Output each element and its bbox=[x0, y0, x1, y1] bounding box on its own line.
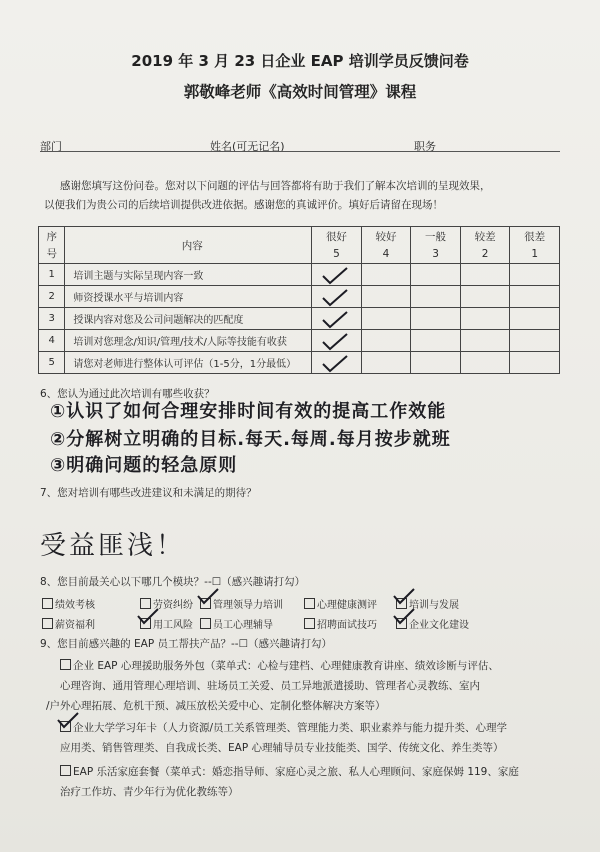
answer-6-line-1[interactable]: ①认识了如何合理安排时间有效的提高工作效能 bbox=[50, 401, 447, 422]
intro-line-2: 以便我们为贵公司的后续培训提供改进依据。感谢您的真诚评价。填好后请留在现场！ bbox=[44, 199, 443, 211]
option-training-development[interactable]: 培训与发展 bbox=[396, 596, 459, 611]
checkbox-icon bbox=[60, 659, 71, 670]
table-row: 3 授课内容对您及公司问题解决的匹配度 bbox=[39, 308, 560, 330]
question-8: 8、您目前最关心以下哪几个模块？--☐（感兴趣请打勾） bbox=[40, 576, 306, 588]
question-6: 6、您认为通过此次培训有哪些收获？ bbox=[40, 388, 215, 400]
product-corporate-university[interactable]: 企业大学学习年卡（人力资源/员工关系管理类、管理能力类、职业素养与能力提升类、心理学 应用类、销售管理类、自我成长类、EAP 心理辅导员专业技能类、国学、传统文化、养生类等） bbox=[60, 722, 508, 754]
answer-7[interactable]: 受益匪浅！ bbox=[40, 531, 186, 561]
table-row: 2 师资授课水平与培训内容 bbox=[39, 286, 560, 308]
checkmark-icon bbox=[196, 588, 220, 606]
checkmark-icon bbox=[320, 288, 350, 308]
header-no: 序 号 bbox=[39, 227, 65, 264]
checkbox-icon bbox=[200, 618, 211, 629]
option-labor-dispute[interactable]: 劳资纠纷 bbox=[140, 596, 193, 611]
option-counseling[interactable]: 员工心理辅导 bbox=[200, 616, 273, 631]
product-eap-outsourcing[interactable]: 企业 EAP 心理援助服务外包（菜单式：心检与建档、心理健康教育讲座、绩效诊断与评估、 心理咨询、通用管理心理培训、驻场员工关爱、员工异地派遣援助、管理者心灵教练、室内 /户外心理拓展、危机干预、减压放松关爱中心、定制化整体解决方案等） bbox=[46, 660, 499, 712]
course-title: 郭敬峰老师《高效时间管理》课程 bbox=[183, 83, 417, 101]
checkmark-icon bbox=[320, 266, 350, 286]
option-salary-welfare[interactable]: 薪资福利 bbox=[42, 616, 95, 631]
checkmark-icon bbox=[136, 608, 160, 626]
table-row: 1 培训主题与实际呈现内容一致 bbox=[39, 264, 560, 286]
rating-cell-checked[interactable] bbox=[312, 264, 362, 286]
header-score-4: 较好 4 bbox=[361, 227, 411, 264]
rating-cell-checked[interactable] bbox=[312, 330, 362, 352]
option-leadership-training[interactable]: 管理领导力培训 bbox=[200, 596, 283, 611]
fields-underline bbox=[40, 151, 560, 152]
table-header-row bbox=[39, 227, 560, 264]
product-family-package[interactable]: EAP 乐活家庭套餐（菜单式：婚恋指导师、家庭心灵之旅、私人心理顾问、家庭保姆 119、家庭 治疗工作坊、青少年行为优化教练等） bbox=[60, 766, 519, 798]
rating-table bbox=[38, 226, 560, 374]
rating-cell-checked[interactable] bbox=[312, 286, 362, 308]
table-row: 5 请您对老师进行整体认可评估（1-5分，1分最低） bbox=[39, 352, 560, 374]
header-content: 内容 bbox=[65, 227, 312, 264]
checkmark-icon bbox=[392, 588, 416, 606]
question-9: 9、您目前感兴趣的 EAP 员工帮扶产品？--☐（感兴趣请打勾） bbox=[40, 638, 332, 650]
option-mental-assessment[interactable]: 心理健康测评 bbox=[304, 596, 377, 611]
checkbox-icon bbox=[42, 618, 53, 629]
checkmark-icon bbox=[320, 310, 350, 330]
checkbox-icon bbox=[60, 765, 71, 776]
answer-6-line-2[interactable]: ②分解树立明确的目标.每天.每周.每月按步就班 bbox=[50, 429, 451, 450]
checkbox-icon bbox=[304, 618, 315, 629]
header-score-3: 一般 3 bbox=[411, 227, 461, 264]
position-label: 职务 bbox=[414, 140, 436, 153]
rating-cell-checked[interactable] bbox=[312, 352, 362, 374]
checkbox-icon bbox=[42, 598, 53, 609]
checkmark-icon bbox=[320, 354, 350, 374]
checkmark-icon bbox=[320, 332, 350, 352]
form-title: 2019 年 3 月 23 日企业 EAP 培训学员反馈问卷 bbox=[131, 52, 469, 70]
checkmark-icon bbox=[56, 712, 80, 730]
option-performance[interactable]: 绩效考核 bbox=[42, 596, 95, 611]
option-interview-skills[interactable]: 招聘面试技巧 bbox=[304, 616, 377, 631]
rating-cell-checked[interactable] bbox=[312, 308, 362, 330]
header-score-1: 很差 1 bbox=[510, 227, 560, 264]
intro-line-1: 感谢您填写这份问卷。您对以下问题的评估与回答都将有助于我们了解本次培训的呈现效果， bbox=[60, 180, 491, 192]
checkmark-icon bbox=[392, 608, 416, 626]
answer-6-line-3[interactable]: ③明确问题的轻急原则 bbox=[50, 455, 238, 476]
question-7: 7、您对培训有哪些改进建议和未满足的期待？ bbox=[40, 487, 257, 499]
table-row: 4 培训对您理念/知识/管理/技术/人际等技能有收获 bbox=[39, 330, 560, 352]
department-label: 部门 bbox=[40, 140, 62, 153]
header-score-5: 很好 5 bbox=[312, 227, 362, 264]
checkbox-icon bbox=[304, 598, 315, 609]
name-label: 姓名(可无记名) bbox=[210, 140, 285, 153]
option-culture-building[interactable]: 企业文化建设 bbox=[396, 616, 469, 631]
header-score-2: 较差 2 bbox=[460, 227, 510, 264]
option-employment-risk[interactable]: 用工风险 bbox=[140, 616, 193, 631]
